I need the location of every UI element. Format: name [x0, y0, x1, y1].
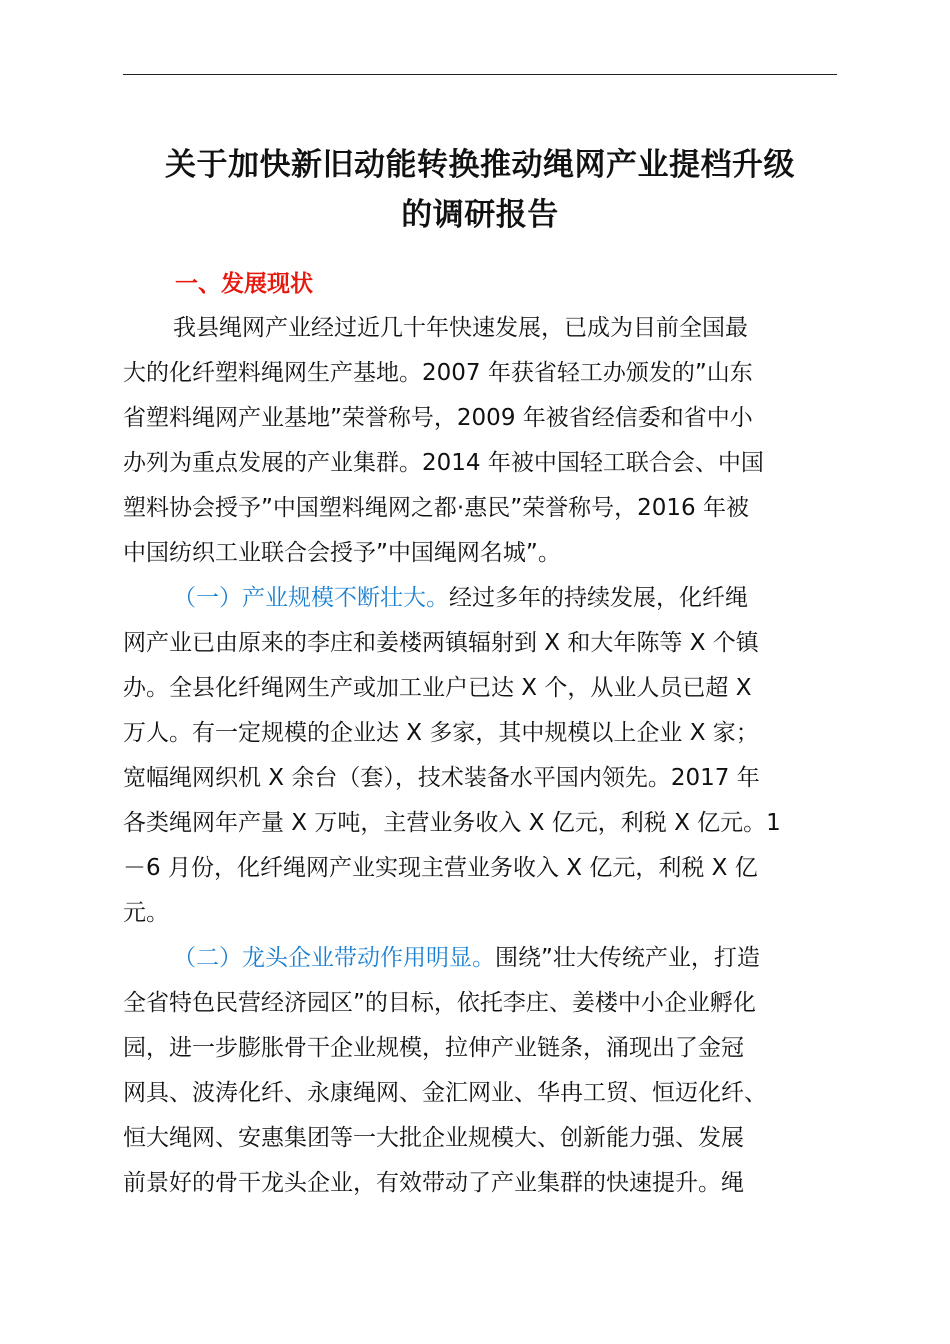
section-heading: 一、发展现状: [175, 271, 313, 297]
p2-line-7: －6 月份，化纤绳网产业实现主营业务收入 X 亿元，利税 X 亿: [123, 855, 758, 881]
p2-line-6: 各类绳网年产量 X 万吨，主营业务收入 X 亿元，利税 X 亿元。1: [123, 810, 781, 836]
p2-line-8: 元。: [123, 900, 169, 926]
p1-line-5: 塑料协会授予”中国塑料绳网之都·惠民”荣誉称号，2016 年被: [123, 495, 749, 521]
p3-line-5: 恒大绳网、安惠集团等一大批企业规模大、创新能力强、发展: [123, 1125, 744, 1151]
p3-line-1: [173, 936, 760, 980]
p3-first-line-text: 围绕”壮大传统产业，打造: [495, 945, 760, 971]
p3-line-3: 园，进一步膨胀骨干企业规模，拉伸产业链条，涌现出了金冠: [123, 1035, 744, 1061]
p3-line-4: 网具、波涛化纤、永康绳网、金汇网业、华冉工贸、恒迈化纤、: [123, 1080, 767, 1106]
p1-line-3: 省塑料绳网产业基地”荣誉称号，2009 年被省经信委和省中小: [123, 405, 753, 431]
p3-subheading: （二）龙头企业带动作用明显。: [173, 945, 495, 971]
p1-line-6: 中国纺织工业联合会授予”中国绳网名城”。: [123, 540, 561, 566]
p1-line-1: 我县绳网产业经过近几十年快速发展，已成为目前全国最: [173, 315, 748, 341]
p2-line-3: 办。全县化纤绳网生产或加工业户已达 X 个，从业人员已超 X: [123, 675, 752, 701]
document-title-line-2: 的调研报告: [401, 197, 559, 233]
p2-line-1: [173, 576, 748, 620]
p2-first-line-text: 经过多年的持续发展，化纤绳: [449, 585, 748, 611]
p2-line-2: 网产业已由原来的李庄和姜楼两镇辐射到 X 和大年陈等 X 个镇: [123, 630, 759, 656]
p1-line-2: 大的化纤塑料绳网生产基地。2007 年获省轻工办颁发的”山东: [123, 360, 753, 386]
header-rule: [123, 74, 837, 75]
document-title-line-1: 关于加快新旧动能转换推动绳网产业提档升级: [165, 147, 795, 183]
p3-line-2: 全省特色民营经济园区”的目标，依托李庄、姜楼中小企业孵化: [123, 990, 756, 1016]
p2-line-4: 万人。有一定规模的企业达 X 多家，其中规模以上企业 X 家；: [123, 720, 759, 746]
p1-line-4: 办列为重点发展的产业集群。2014 年被中国轻工联合会、中国: [123, 450, 764, 476]
p3-line-6: 前景好的骨干龙头企业，有效带动了产业集群的快速提升。绳: [123, 1170, 744, 1196]
p2-line-5: 宽幅绳网织机 X 余台（套），技术装备水平国内领先。2017 年: [123, 765, 760, 791]
p2-subheading: （一）产业规模不断壮大。: [173, 585, 449, 611]
